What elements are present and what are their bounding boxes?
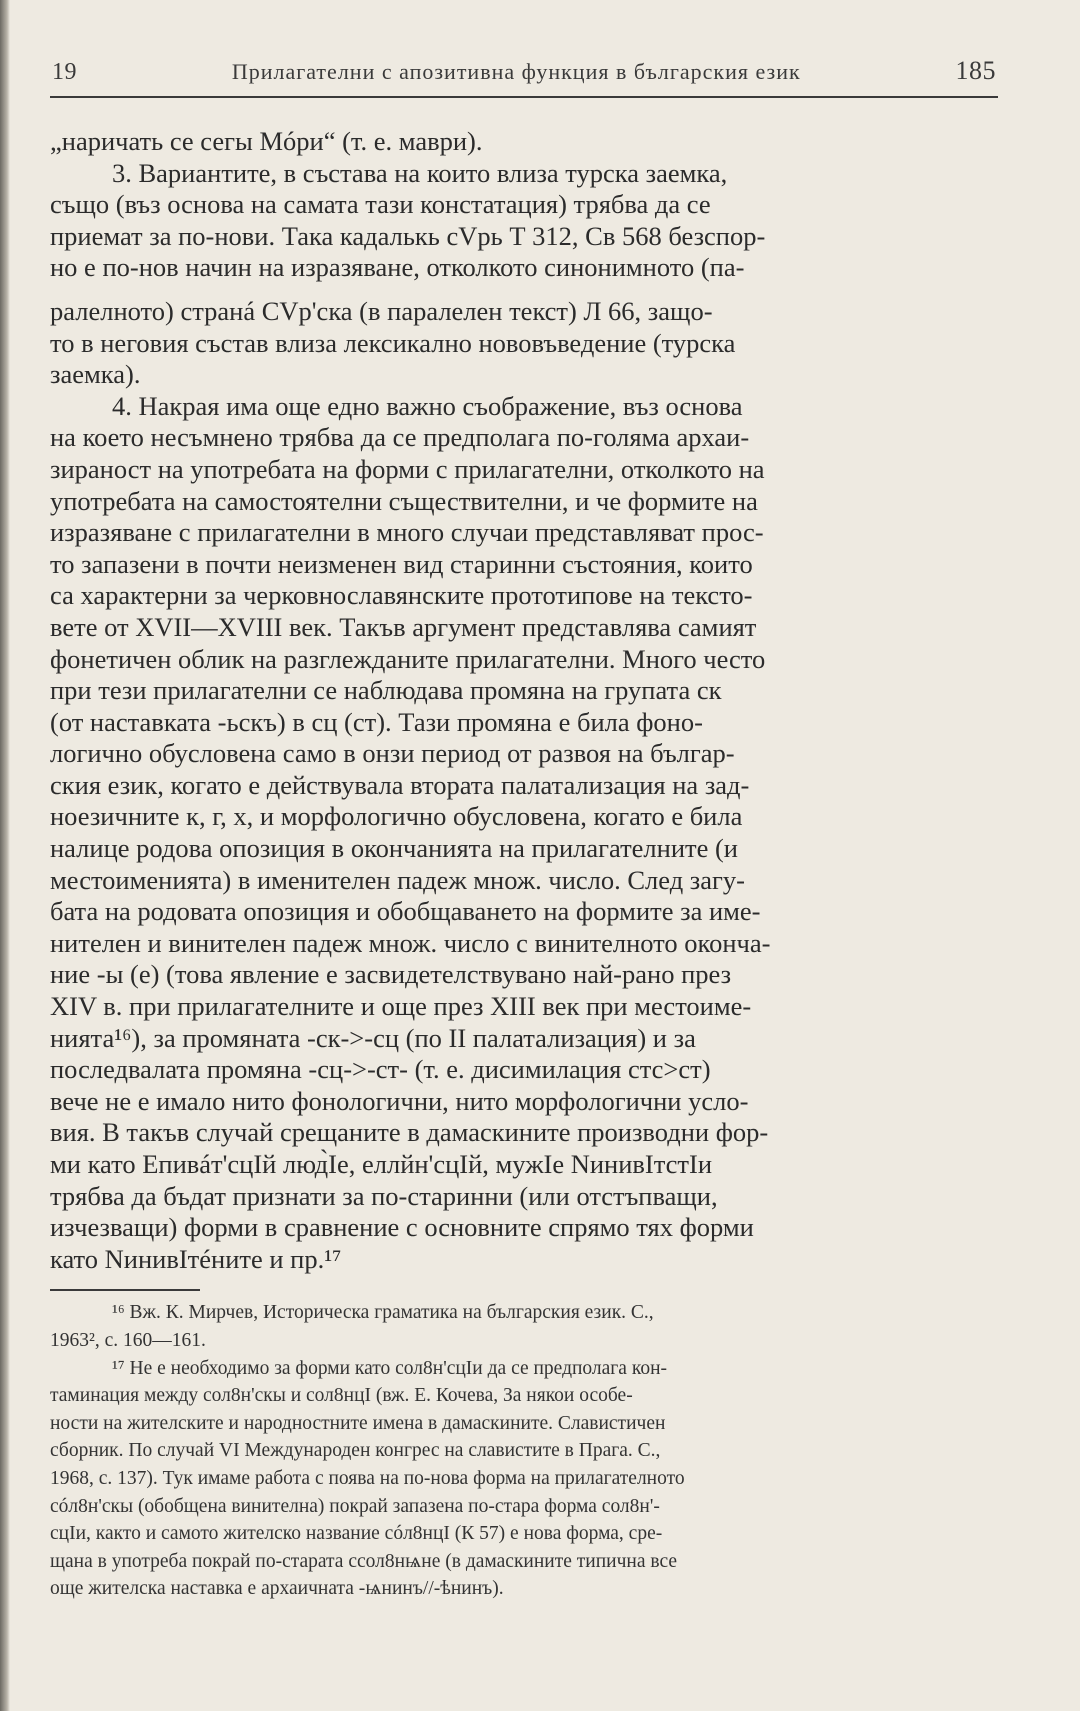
footnote-line: 1968, с. 137). Тук имаме работа с поява на по-нова форма на прилагателното	[50, 1467, 685, 1489]
body-line: на което несъмнено трябва да се предполага по-голяма архаи-	[50, 422, 750, 453]
body-line: са характерни за черковнославянските прототипове на тексто-	[50, 580, 753, 611]
body-line: местоименията) в именителен падеж множ. число. След загу-	[50, 864, 745, 895]
body-line: то запазени в почти неизменен вид старинни състояния, които	[50, 548, 753, 579]
body-line: XIV в. при прилагателните и още през XIII век при местоиме-	[50, 991, 752, 1022]
line-gap	[50, 284, 998, 296]
body-line: вече не е имало нито фонологични, нито морфологични усло-	[50, 1085, 749, 1116]
body-line: логично обусловена само в онзи период от развоя на българ-	[50, 738, 735, 769]
body-line: употребата на самостоятелни съществителни, и че формите на	[50, 485, 758, 516]
footnote-line: ности на жителските и народностните имена в дамаскините. Славистичен	[50, 1412, 666, 1434]
footnote-line: ¹⁶ Вж. К. Мирчев, Историческа граматика на българския език. С.,	[112, 1302, 654, 1324]
body-line: трябва да бъдат признати за по-старинни (или отстъпващи,	[50, 1180, 718, 1211]
body-line: то в неговия състав влиза лексикално нововъведение (турска	[50, 327, 736, 358]
body-line: последвалата промяна -сц->-ст- (т. е. дисимилация стс>ст)	[50, 1054, 711, 1085]
body-line: заемка).	[50, 359, 141, 390]
right-page-number: 185	[955, 56, 996, 85]
body-line: нията¹⁶), за промяната -ск->-сц (по II палатализация) и за	[50, 1022, 696, 1053]
footnote-line: сцІи, както и самото жителско название сóл8нцІ (К 57) е нова форма, сре-	[50, 1523, 663, 1545]
footnote-line: щана в употреба покрай по-старата ссол8нѩне (в дамаскините типична все	[50, 1550, 678, 1572]
body-line: приемат за по-нови. Така кадалькь сVрь Т 312, Св 568 безспор-	[50, 220, 766, 251]
body-line: вете от XVII—XVIII век. Такъв аргумент представлява самият	[50, 611, 757, 642]
body-line: изчезващи) форми в сравнение с основните спрямо тях форми	[50, 1212, 754, 1243]
body-line: „наричать се сегы Мóри“ (т. е. маври).	[50, 126, 483, 156]
body-line: ми като Епивáт'сцІй люд̀Іе, еллйн'сцІй, мужІе NинивІтстІи	[50, 1149, 712, 1179]
book-binding-shadow	[0, 0, 10, 1711]
body-line: но е по-нов начин на изразяване, отколкото синонимното (па-	[50, 252, 745, 283]
footnote-line: сóл8н'скы (обобщена винителна) покрай запазена по-стара форма сол8н'-	[50, 1495, 660, 1517]
body-line: фонетичен облик на разглежданите прилагателни. Много често	[50, 643, 766, 674]
body-line: като NинивІтéните и пр.¹⁷	[50, 1243, 342, 1274]
main-text	[50, 126, 998, 1275]
body-line: ралелното) странá СVр'ска (в паралелен текст) Л 66, защо-	[50, 295, 713, 326]
running-header	[50, 56, 998, 98]
body-line: изразяване с прилагателни в много случаи представляват прос-	[50, 517, 764, 548]
body-line: 3. Вариантите, в състава на които влиза турска заемка,	[112, 157, 728, 188]
footnote-line: още жителска наставка е архаичната -ѩнинъ//-ѣнинъ).	[50, 1578, 504, 1600]
body-line: 4. Накрая има още едно важно съображение, въз основа	[112, 390, 743, 421]
footnote-line: сборник. По случай VI Международен конгрес на славистите в Прага. С.,	[50, 1440, 661, 1462]
body-line: бата на родовата опозиция и обобщаването на формите за име-	[50, 896, 761, 927]
body-line: също (въз основа на самата тази констатация) трябва да се	[50, 189, 711, 220]
left-page-number: 19	[52, 59, 77, 85]
book-page	[50, 56, 998, 1603]
body-line: (от наставката -ьскъ) в сц (ст). Тази промяна е била фоно-	[50, 706, 703, 737]
footnote-line: 1963², с. 160—161.	[50, 1329, 206, 1351]
running-title: Прилагателни с апозитивна функция в българския език	[231, 59, 801, 84]
body-line: при тези прилагателни се наблюдава промяна на групата ск	[50, 675, 722, 706]
body-line: ския език, когато е действувала втората палатализация на зад-	[50, 769, 750, 800]
footnote-line: таминация между сол8н'скы и сол8нцІ (вж. Е. Кочева, За някои особе-	[50, 1385, 633, 1407]
body-line: зираност на употребата на форми с прилагателни, отколкото на	[50, 453, 765, 484]
body-line: нителен и винителен падеж множ. число с винителното оконча-	[50, 927, 771, 958]
body-line: ние -ы (е) (това явление е засвидетелствувано най-рано през	[50, 959, 732, 990]
footnote-line: ¹⁷ Не е необходимо за форми като сол8н'сцІи да се предполага кон-	[112, 1357, 667, 1379]
body-line: налице родова опозиция в окончанията на прилагателните (и	[50, 833, 738, 864]
footnote-divider	[50, 1289, 200, 1291]
body-line: вия. В такъв случай срещаните в дамаскините производни фор-	[50, 1117, 769, 1148]
body-line: ноезичните к, г, х, и морфологично обусловена, когато е била	[50, 801, 743, 832]
footnotes	[50, 1299, 998, 1603]
